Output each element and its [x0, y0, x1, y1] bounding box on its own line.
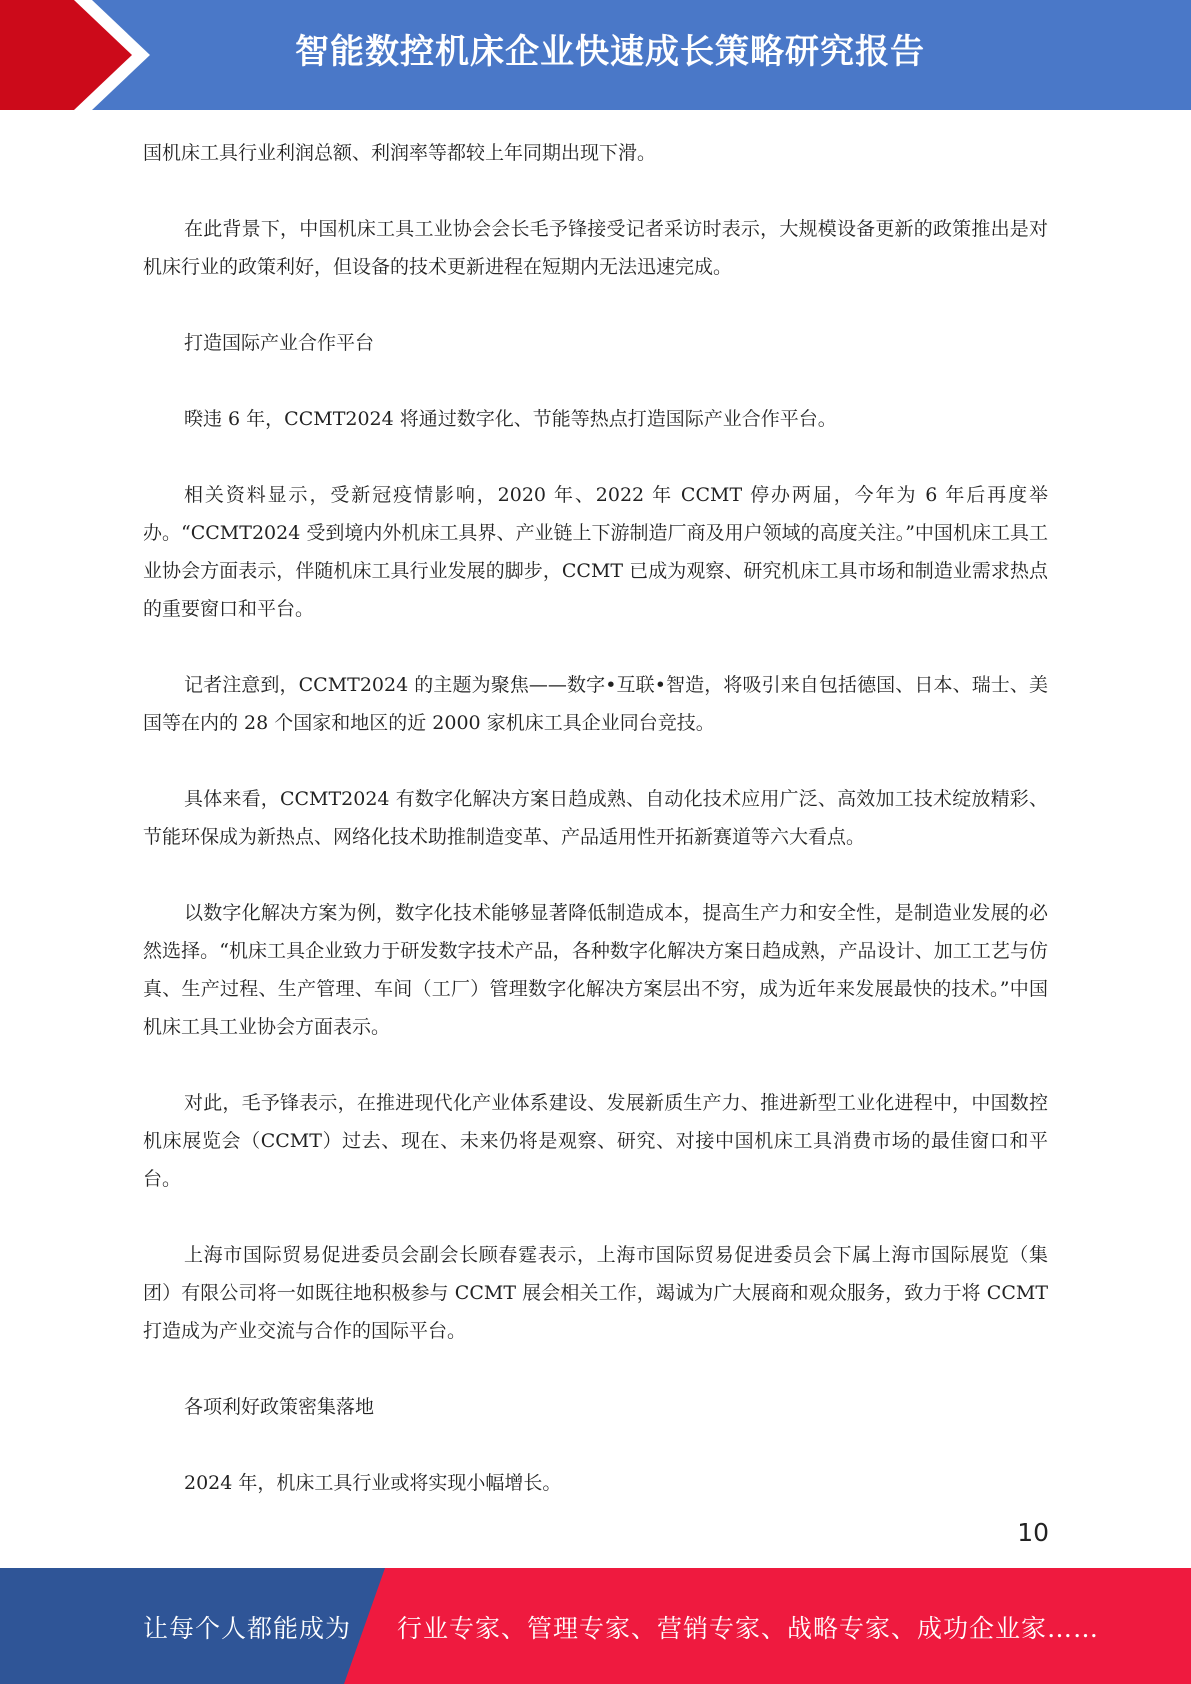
paragraph: 具体来看，CCMT2024 有数字化解决方案日趋成熟、自动化技术应用广泛、高效加工技术绽放精彩、节能环保成为新热点、网络化技术助推制造变革、产品适用性开拓新赛道等六大看点。 [143, 788, 1048, 848]
paragraph: 暌违 6 年，CCMT2024 将通过数字化、节能等热点打造国际产业合作平台。 [184, 408, 837, 430]
paragraph: 国机床工具行业利润总额、利润率等都较上年同期出现下滑。 [143, 142, 657, 164]
page-number: 10 [1017, 1518, 1049, 1547]
body-text [143, 134, 1048, 1540]
footer-slogan-right: 行业专家、管理专家、营销专家、战略专家、成功企业家…… [397, 1614, 1100, 1643]
paragraph: 相关资料显示，受新冠疫情影响，2020 年、2022 年 CCMT 停办两届，今年为 6 年后再度举办。“CCMT2024 受到境内外机床工具界、产业链上下游制造厂商及用户领域的高度关注。”中国机床工具工业协会方面表示，伴随机床工具行业发展的脚步，CCMT 已成为观察、研究机床工具市场和制造业需求热点的重要窗口和平台。 [143, 484, 1048, 620]
report-title: 智能数控机床企业快速成长策略研究报告 [295, 32, 925, 72]
page-footer [0, 1568, 1191, 1684]
red-chevron-decoration [0, 0, 160, 110]
footer-slogan-left: 让每个人都能成为 [143, 1614, 352, 1643]
section-heading: 各项利好政策密集落地 [184, 1396, 375, 1418]
paragraph: 对此，毛予锋表示，在推进现代化产业体系建设、发展新质生产力、推进新型工业化进程中，中国数控机床展览会（CCMT）过去、现在、未来仍将是观察、研究、对接中国机床工具消费市场的最佳窗口和平台。 [143, 1092, 1048, 1190]
paragraph: 上海市国际贸易促进委员会副会长顾春霆表示，上海市国际贸易促进委员会下属上海市国际展览（集团）有限公司将一如既往地积极参与 CCMT 展会相关工作，竭诚为广大展商和观众服务，致力于将 CCMT 打造成为产业交流与合作的国际平台。 [143, 1244, 1048, 1342]
page-header [0, 0, 1191, 110]
paragraph: 记者注意到，CCMT2024 的主题为聚焦——数字•互联•智造，将吸引来自包括德国、日本、瑞士、美国等在内的 28 个国家和地区的近 2000 家机床工具企业同台竞技。 [143, 674, 1048, 734]
paragraph: 在此背景下，中国机床工具工业协会会长毛予锋接受记者采访时表示，大规模设备更新的政策推出是对机床行业的政策利好，但设备的技术更新进程在短期内无法迅速完成。 [143, 218, 1048, 278]
paragraph: 以数字化解决方案为例，数字化技术能够显著降低制造成本，提高生产力和安全性，是制造业发展的必然选择。“机床工具企业致力于研发数字技术产品，各种数字化解决方案日趋成熟，产品设计、加工工艺与仿真、生产过程、生产管理、车间（工厂）管理数字化解决方案层出不穷，成为近年来发展最快的技术。”中国机床工具工业协会方面表示。 [143, 902, 1048, 1038]
section-heading: 打造国际产业合作平台 [184, 332, 375, 354]
paragraph: 2024 年，机床工具行业或将实现小幅增长。 [184, 1472, 562, 1494]
